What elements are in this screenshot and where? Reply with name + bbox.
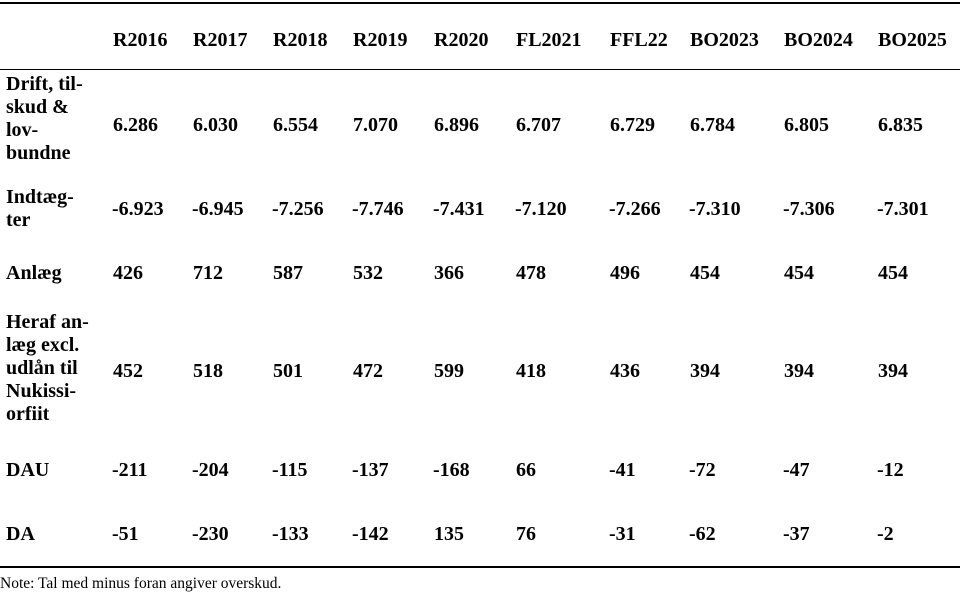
column-header: R2020 bbox=[434, 29, 489, 51]
row-label-line: lov- bbox=[6, 119, 39, 141]
table-cell: -37 bbox=[783, 523, 810, 545]
table-cell: 518 bbox=[193, 360, 223, 382]
table-cell: -6.923 bbox=[112, 198, 164, 220]
table-cell: -7.310 bbox=[689, 198, 741, 220]
column-header: R2019 bbox=[353, 29, 408, 51]
row-label bbox=[6, 186, 110, 232]
table-cell: 6.896 bbox=[434, 114, 479, 136]
table-cell: -142 bbox=[352, 523, 389, 545]
table-cell: 426 bbox=[113, 262, 143, 284]
column-header: BO2025 bbox=[878, 29, 947, 51]
table-cell: 366 bbox=[434, 262, 464, 284]
row-label bbox=[6, 459, 110, 482]
table-bottom-rule bbox=[0, 566, 960, 568]
table-cell: 454 bbox=[878, 262, 908, 284]
row-label-line: DA bbox=[6, 523, 35, 545]
table-cell: 6.784 bbox=[690, 114, 735, 136]
row-label bbox=[6, 523, 110, 546]
column-header: FFL22 bbox=[610, 29, 668, 51]
table-cell: 135 bbox=[434, 523, 464, 545]
table-cell: 6.707 bbox=[516, 114, 561, 136]
table-cell: -2 bbox=[877, 523, 894, 545]
table-cell: -230 bbox=[192, 523, 229, 545]
table-cell: -7.266 bbox=[609, 198, 661, 220]
table-cell: -62 bbox=[689, 523, 716, 545]
table-top-rule bbox=[0, 2, 960, 4]
table-cell: 6.835 bbox=[878, 114, 923, 136]
table-cell: 532 bbox=[353, 262, 383, 284]
row-label-line: Indtæg- bbox=[6, 186, 74, 208]
row-label-line: ter bbox=[6, 209, 31, 231]
column-header: R2018 bbox=[273, 29, 328, 51]
table-cell: -168 bbox=[433, 459, 470, 481]
table-cell: -7.746 bbox=[352, 198, 404, 220]
table-cell: -41 bbox=[609, 459, 636, 481]
table-cell: -47 bbox=[783, 459, 810, 481]
table-cell: 452 bbox=[113, 360, 143, 382]
row-label bbox=[6, 262, 110, 285]
table-cell: 599 bbox=[434, 360, 464, 382]
table-cell: 66 bbox=[516, 459, 536, 481]
row-label-line: orfiit bbox=[6, 403, 50, 425]
row-label-line: Anlæg bbox=[6, 262, 62, 284]
table-cell: -7.431 bbox=[433, 198, 485, 220]
row-label-line: skud & bbox=[6, 96, 69, 118]
table-cell: -204 bbox=[192, 459, 229, 481]
table-cell: 712 bbox=[193, 262, 223, 284]
table-cell: -72 bbox=[689, 459, 716, 481]
column-header: FL2021 bbox=[516, 29, 582, 51]
table-cell: 394 bbox=[878, 360, 908, 382]
table-header-rule bbox=[0, 69, 960, 70]
table-cell: -51 bbox=[112, 523, 139, 545]
table-cell: 76 bbox=[516, 523, 536, 545]
column-header: R2017 bbox=[193, 29, 248, 51]
table-cell: 6.805 bbox=[784, 114, 829, 136]
table-cell: -211 bbox=[112, 459, 148, 481]
table-cell: -6.945 bbox=[192, 198, 244, 220]
table-cell: -7.306 bbox=[783, 198, 835, 220]
table-cell: 496 bbox=[610, 262, 640, 284]
table-cell: 478 bbox=[516, 262, 546, 284]
table-cell: 418 bbox=[516, 360, 546, 382]
table-cell: 6.286 bbox=[113, 114, 158, 136]
table-note: Note: Tal med minus foran angiver overskud. bbox=[0, 575, 282, 592]
table-cell: 501 bbox=[273, 360, 303, 382]
row-label-line: læg excl. bbox=[6, 334, 80, 356]
table-cell: 436 bbox=[610, 360, 640, 382]
table-cell: 454 bbox=[690, 262, 720, 284]
table-cell: 6.554 bbox=[273, 114, 318, 136]
table-cell: 454 bbox=[784, 262, 814, 284]
table-cell: 6.030 bbox=[193, 114, 238, 136]
row-label-line: bundne bbox=[6, 142, 71, 164]
table-cell: 6.729 bbox=[610, 114, 655, 136]
table-cell: -7.256 bbox=[272, 198, 324, 220]
table-cell: 394 bbox=[784, 360, 814, 382]
table-cell: 394 bbox=[690, 360, 720, 382]
table-cell: -115 bbox=[272, 459, 308, 481]
row-label-line: Nukissi- bbox=[6, 380, 77, 402]
row-label-line: DAU bbox=[6, 459, 50, 481]
column-header: BO2024 bbox=[784, 29, 853, 51]
column-header: R2016 bbox=[113, 29, 168, 51]
table-cell: -137 bbox=[352, 459, 389, 481]
table-cell: -7.301 bbox=[877, 198, 929, 220]
row-label-line: Drift, til- bbox=[6, 73, 83, 95]
row-label-line: Heraf an- bbox=[6, 311, 89, 333]
column-header: BO2023 bbox=[690, 29, 759, 51]
table-cell: -31 bbox=[609, 523, 636, 545]
table-cell: 7.070 bbox=[353, 114, 398, 136]
table-cell: -12 bbox=[877, 459, 904, 481]
row-label bbox=[6, 311, 110, 426]
table-cell: -7.120 bbox=[515, 198, 567, 220]
table-cell: -133 bbox=[272, 523, 309, 545]
row-label bbox=[6, 73, 110, 165]
table-cell: 472 bbox=[353, 360, 383, 382]
row-label-line: udlån til bbox=[6, 357, 78, 379]
table-cell: 587 bbox=[273, 262, 303, 284]
